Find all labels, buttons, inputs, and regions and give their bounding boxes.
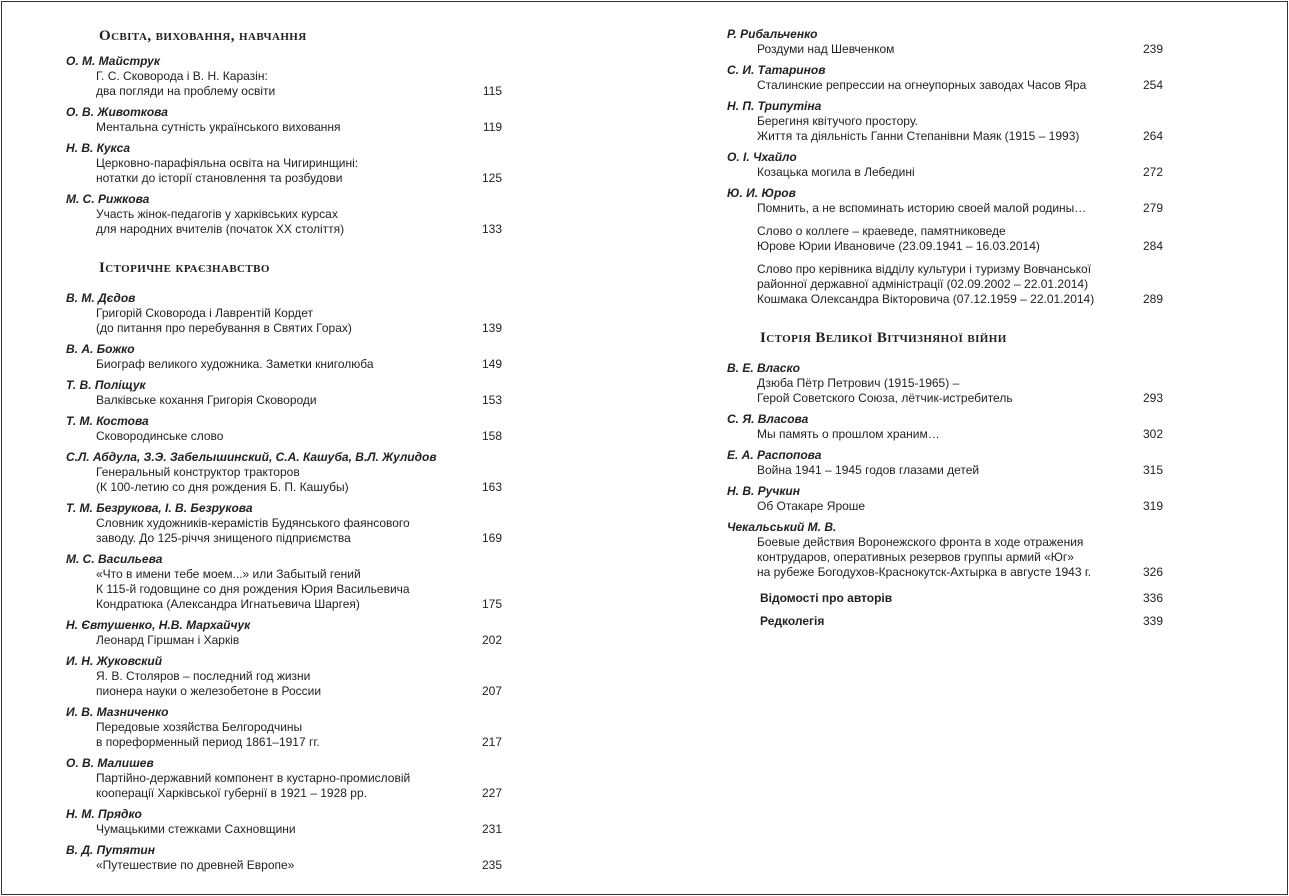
entry-title (66, 120, 341, 135)
toc-item-link[interactable] (66, 633, 502, 648)
page-number: 279 (1142, 201, 1163, 215)
entry-title-line: Герой Советского Союза, лётчик-истребитель (757, 391, 1013, 405)
page-number: 319 (1142, 499, 1163, 513)
toc-item-link[interactable] (727, 165, 1163, 180)
toc-entry (66, 377, 502, 408)
toc-item-link[interactable] (727, 463, 1163, 478)
entry-title (66, 156, 358, 186)
entry-author: И. Н. Жуковский (66, 654, 163, 668)
toc-entry (727, 185, 1163, 307)
entry-author: Н. П. Трипутіна (727, 99, 822, 113)
toc-entry (66, 104, 502, 135)
entry-title-line: Берегиня квітучого простору. (757, 114, 918, 128)
page-number: 125 (481, 171, 502, 185)
entry-title-line: Сталинские репрессии на огнеупорных заводах Часов Яра (757, 78, 1087, 92)
entry-title (66, 771, 410, 801)
page-number: 239 (1142, 42, 1163, 56)
entry-author: Р. Рибальченко (727, 27, 818, 41)
standalone-title: Редколегія (760, 614, 825, 628)
toc-item-link[interactable] (66, 720, 502, 750)
toc-entry (727, 26, 1163, 57)
toc-item-link[interactable] (66, 669, 502, 699)
section-heading: Історичне краєзнавство (99, 260, 270, 276)
entry-title-line: Козацька могила в Лебедині (757, 165, 915, 179)
entry-title-line: Словник художників-керамістів Будянського фаянсового (96, 516, 410, 530)
toc-item-link[interactable] (66, 567, 502, 612)
entry-title (727, 224, 1040, 254)
toc-entry (66, 449, 502, 495)
entry-title-line: заводу. До 125-річчя знищеного підприємства (96, 531, 351, 545)
entry-title-line: Передовые хозяйства Белгородчины (96, 720, 303, 734)
toc-entry (66, 551, 502, 612)
section-heading: Освіта, виховання, навчання (99, 28, 307, 44)
entry-title (66, 306, 352, 336)
toc-entry (727, 519, 1163, 580)
toc-column-left (66, 27, 502, 878)
entry-title-line: два погляди на проблему освіти (96, 84, 276, 98)
entry-title (66, 357, 374, 372)
page-number: 302 (1142, 427, 1163, 441)
entry-title-line: «Что в имени тебе моем...» или Забытый гений (96, 567, 361, 581)
entry-author: О. М. Майструк (66, 54, 160, 68)
entry-title (727, 262, 1094, 307)
page-number: 264 (1142, 129, 1163, 143)
toc-entry (727, 447, 1163, 478)
entry-title (66, 465, 349, 495)
entry-title (727, 42, 894, 57)
entry-title-line: Леонард Гіршман і Харків (96, 633, 240, 647)
toc-item-link[interactable] (66, 306, 502, 336)
entry-title-line: (до питання про перебування в Святих Горах) (96, 321, 352, 335)
entry-author: Н. М. Прядко (66, 807, 142, 821)
toc-item-link[interactable] (66, 357, 502, 372)
page-number: 169 (481, 531, 502, 545)
page-number: 149 (481, 357, 502, 371)
entry-title-line: (К 100-летию со дня рождения Б. П. Кашубы) (96, 480, 349, 494)
toc-item-link[interactable] (66, 120, 502, 135)
page-number: 119 (482, 120, 502, 134)
entry-title (66, 393, 317, 408)
entry-title (66, 567, 410, 612)
toc-item-link[interactable] (66, 156, 502, 186)
page-number: 293 (1142, 391, 1163, 405)
entry-title (66, 516, 410, 546)
entry-author: В. Д. Путятин (66, 843, 155, 857)
entry-author: О. В. Животкова (66, 105, 168, 119)
entry-author: Н. Євтушенко, Н.В. Мархайчук (66, 618, 251, 632)
page-number: 202 (481, 633, 502, 647)
toc-entry (727, 483, 1163, 514)
toc-item-link[interactable] (66, 771, 502, 801)
toc-item-link[interactable] (727, 376, 1163, 406)
entry-author: И. В. Мазниченко (66, 705, 169, 719)
toc-entry (727, 98, 1163, 144)
entry-title (727, 499, 865, 514)
page-number: 153 (481, 393, 502, 407)
toc-item-link[interactable] (66, 69, 502, 99)
entry-title-line: Григорій Сковорода і Лаврентій Кордет (96, 306, 314, 320)
toc-item-link[interactable] (727, 42, 1163, 57)
entry-title (727, 201, 1086, 216)
toc-entry (66, 191, 502, 237)
entry-title-line: Партійно-державний компонент в кустарно-промисловій (96, 771, 411, 785)
toc-entry (66, 617, 502, 648)
page-number: 231 (481, 822, 502, 836)
toc-entry (66, 653, 502, 699)
toc-item-link[interactable] (727, 78, 1163, 93)
entry-author: М. С. Рижкова (66, 192, 150, 206)
toc-entry (66, 500, 502, 546)
entry-title (727, 114, 1079, 144)
entry-title (727, 535, 1091, 580)
entry-title (727, 427, 940, 442)
toc-entry (66, 755, 502, 801)
entry-title (727, 463, 979, 478)
entry-title-line: «Путешествие по древней Европе» (96, 858, 295, 872)
entry-title (66, 429, 223, 444)
entry-title-line: Боевые действия Воронежского фронта в ходе отражения (757, 535, 1084, 549)
entry-title-line: в пореформенный период 1861–1917 гг. (96, 735, 320, 749)
page-number: 217 (481, 735, 502, 749)
page-number: 289 (1142, 292, 1163, 306)
toc-entry (66, 806, 502, 837)
toc-item-link[interactable] (727, 499, 1163, 514)
toc-entry (727, 62, 1163, 93)
entry-title-line: нотатки до історії становлення та розбудови (96, 171, 343, 185)
entry-title-line: Слово о коллеге – краеведе, памятниковеде (757, 224, 1006, 238)
entry-author: Чекальський М. В. (727, 520, 837, 534)
entry-title (727, 78, 1086, 93)
entry-title (66, 207, 344, 237)
toc-item-link[interactable] (66, 429, 502, 444)
toc-entry (66, 140, 502, 186)
entry-title-line: Церковно-парафіяльна освіта на Чигиринщині: (96, 156, 359, 170)
toc-standalone-link[interactable] (727, 591, 1163, 606)
toc-entry (66, 842, 502, 873)
entry-title-line: для народних вчителів (початок XX століття) (96, 222, 345, 236)
toc-item-link[interactable] (66, 516, 502, 546)
page-number: 163 (481, 480, 502, 494)
toc-item-link[interactable] (66, 465, 502, 495)
toc-item-link[interactable] (727, 262, 1163, 307)
entry-title-line: Валківське кохання Григорія Сковороди (96, 393, 317, 407)
entry-title-line: Участь жінок-педагогів у харківських курсах (96, 207, 338, 221)
entry-title (66, 69, 275, 99)
toc-item-link[interactable] (727, 114, 1163, 144)
entry-title-line: Война 1941 – 1945 годов глазами детей (757, 463, 980, 477)
entry-title-line: Помнить, а не вспоминать историю своей малой родины… (757, 201, 1087, 215)
page-number: 254 (1142, 78, 1163, 92)
entry-author: В. А. Божко (66, 342, 135, 356)
entry-author: С. Я. Власова (727, 412, 809, 426)
entry-author: О. В. Малишев (66, 756, 154, 770)
entry-title (727, 376, 1013, 406)
toc-entry (727, 411, 1163, 442)
entry-title-line: Биограф великого художника. Заметки книголюба (96, 357, 374, 371)
toc-column-right (727, 26, 1163, 629)
toc-item-link[interactable] (66, 207, 502, 237)
toc-entry (66, 290, 502, 336)
toc-entry (66, 53, 502, 99)
page-number: 315 (1142, 463, 1163, 477)
entry-title-line: Юрове Юрии Ивановиче (23.09.1941 – 16.03.2014) (757, 239, 1040, 253)
entry-author: С.Л. Абдула, З.Э. Забелышинский, С.А. Кашуба, В.Л. Жулидов (66, 450, 437, 464)
toc-standalone-link[interactable] (727, 614, 1163, 629)
entry-author: В. М. Дєдов (66, 291, 136, 305)
toc-entry (727, 360, 1163, 406)
entry-title-line: Мы память о прошлом храним… (757, 427, 940, 441)
page-number: 158 (481, 429, 502, 443)
entry-title-line: Об Отакаре Яроше (757, 499, 866, 513)
toc-item-link[interactable] (727, 224, 1163, 254)
entry-title-line: Дзюба Пётр Петрович (1915-1965) – (757, 376, 960, 390)
entry-author: Т. В. Поліщук (66, 378, 146, 392)
entry-title (727, 165, 915, 180)
entry-title-line: Чумацькими стежками Сахновщини (96, 822, 296, 836)
page-number: 272 (1142, 165, 1163, 179)
entry-title-line: К 115-й годовщине со дня рождения Юрия Васильевича (96, 582, 410, 596)
standalone-title: Відомості про авторів (760, 591, 893, 605)
page-number: 227 (481, 786, 502, 800)
page-number: 139 (481, 321, 502, 335)
entry-author: С. И. Татаринов (727, 63, 826, 77)
section-heading: Історія Великої Вітчизняної війни (760, 330, 1007, 346)
entry-title (66, 669, 321, 699)
page-number: 284 (1142, 239, 1163, 253)
page-number: 336 (1142, 591, 1163, 605)
entry-author: О. І. Чхайло (727, 150, 797, 164)
toc-item-link[interactable] (66, 858, 502, 873)
entry-title (66, 633, 239, 648)
entry-title-line: Кошмака Олександра Вікторовича (07.12.1959 – 22.01.2014) (757, 292, 1095, 306)
page-number: 339 (1142, 614, 1163, 628)
toc-entry (66, 413, 502, 444)
toc-item-link[interactable] (66, 393, 502, 408)
entry-title (66, 858, 294, 873)
toc-entry (727, 149, 1163, 180)
entry-author: Ю. И. Юров (727, 186, 796, 200)
entry-author: Т. М. Безрукова, І. В. Безрукова (66, 501, 253, 515)
entry-title-line: Г. С. Сковорода і В. Н. Каразін: (96, 69, 268, 83)
page-number: 326 (1142, 565, 1163, 579)
toc-item-link[interactable] (66, 822, 502, 837)
entry-author: Е. А. Распопова (727, 448, 822, 462)
toc-item-link[interactable] (727, 427, 1163, 442)
entry-title-line: Я. В. Столяров – последний год жизни (96, 669, 311, 683)
page-number: 115 (482, 84, 502, 98)
entry-title-line: на рубеже Богодухов-Краснокутск-Ахтырка в августе 1943 г. (757, 565, 1092, 579)
entry-title-line: Роздуми над Шевченком (757, 42, 895, 56)
entry-author: В. Е. Власко (727, 361, 800, 375)
toc-entry (66, 341, 502, 372)
page-number: 235 (481, 858, 502, 872)
entry-title-line: Слово про керівника відділу культури і туризму Вовчанської (757, 262, 1092, 276)
entry-title-line: Сковородинське слово (96, 429, 224, 443)
page-number: 175 (481, 597, 502, 611)
entry-title-line: Життя та діяльність Ганни Степанівни Маяк (1915 – 1993) (757, 129, 1080, 143)
entry-title-line: пионера науки о железобетоне в России (96, 684, 322, 698)
entry-title-line: Ментальна сутність українського виховання (96, 120, 341, 134)
entry-title-line: Генеральный конструктор тракторов (96, 465, 300, 479)
toc-item-link[interactable] (727, 201, 1163, 216)
toc-item-link[interactable] (727, 535, 1163, 580)
page-number: 207 (481, 684, 502, 698)
entry-title-line: кооперації Харківської губернії в 1921 – 1928 рр. (96, 786, 367, 800)
entry-title-line: районної державної адміністрації (02.09.2002 – 22.01.2014) (757, 277, 1089, 291)
toc-entry (66, 704, 502, 750)
entry-author: Н. В. Ручкин (727, 484, 801, 498)
entry-author: Н. В. Кукса (66, 141, 130, 155)
entry-title (66, 720, 320, 750)
entry-title (66, 822, 296, 837)
entry-title-line: Кондратюка (Александра Игнатьевича Шаргея) (96, 597, 360, 611)
entry-author: Т. М. Костова (66, 414, 149, 428)
entry-title-line: контрударов, оперативных резервов группы армий «Юг» (757, 550, 1074, 564)
page-number: 133 (481, 222, 502, 236)
entry-author: М. С. Васильева (66, 552, 163, 566)
